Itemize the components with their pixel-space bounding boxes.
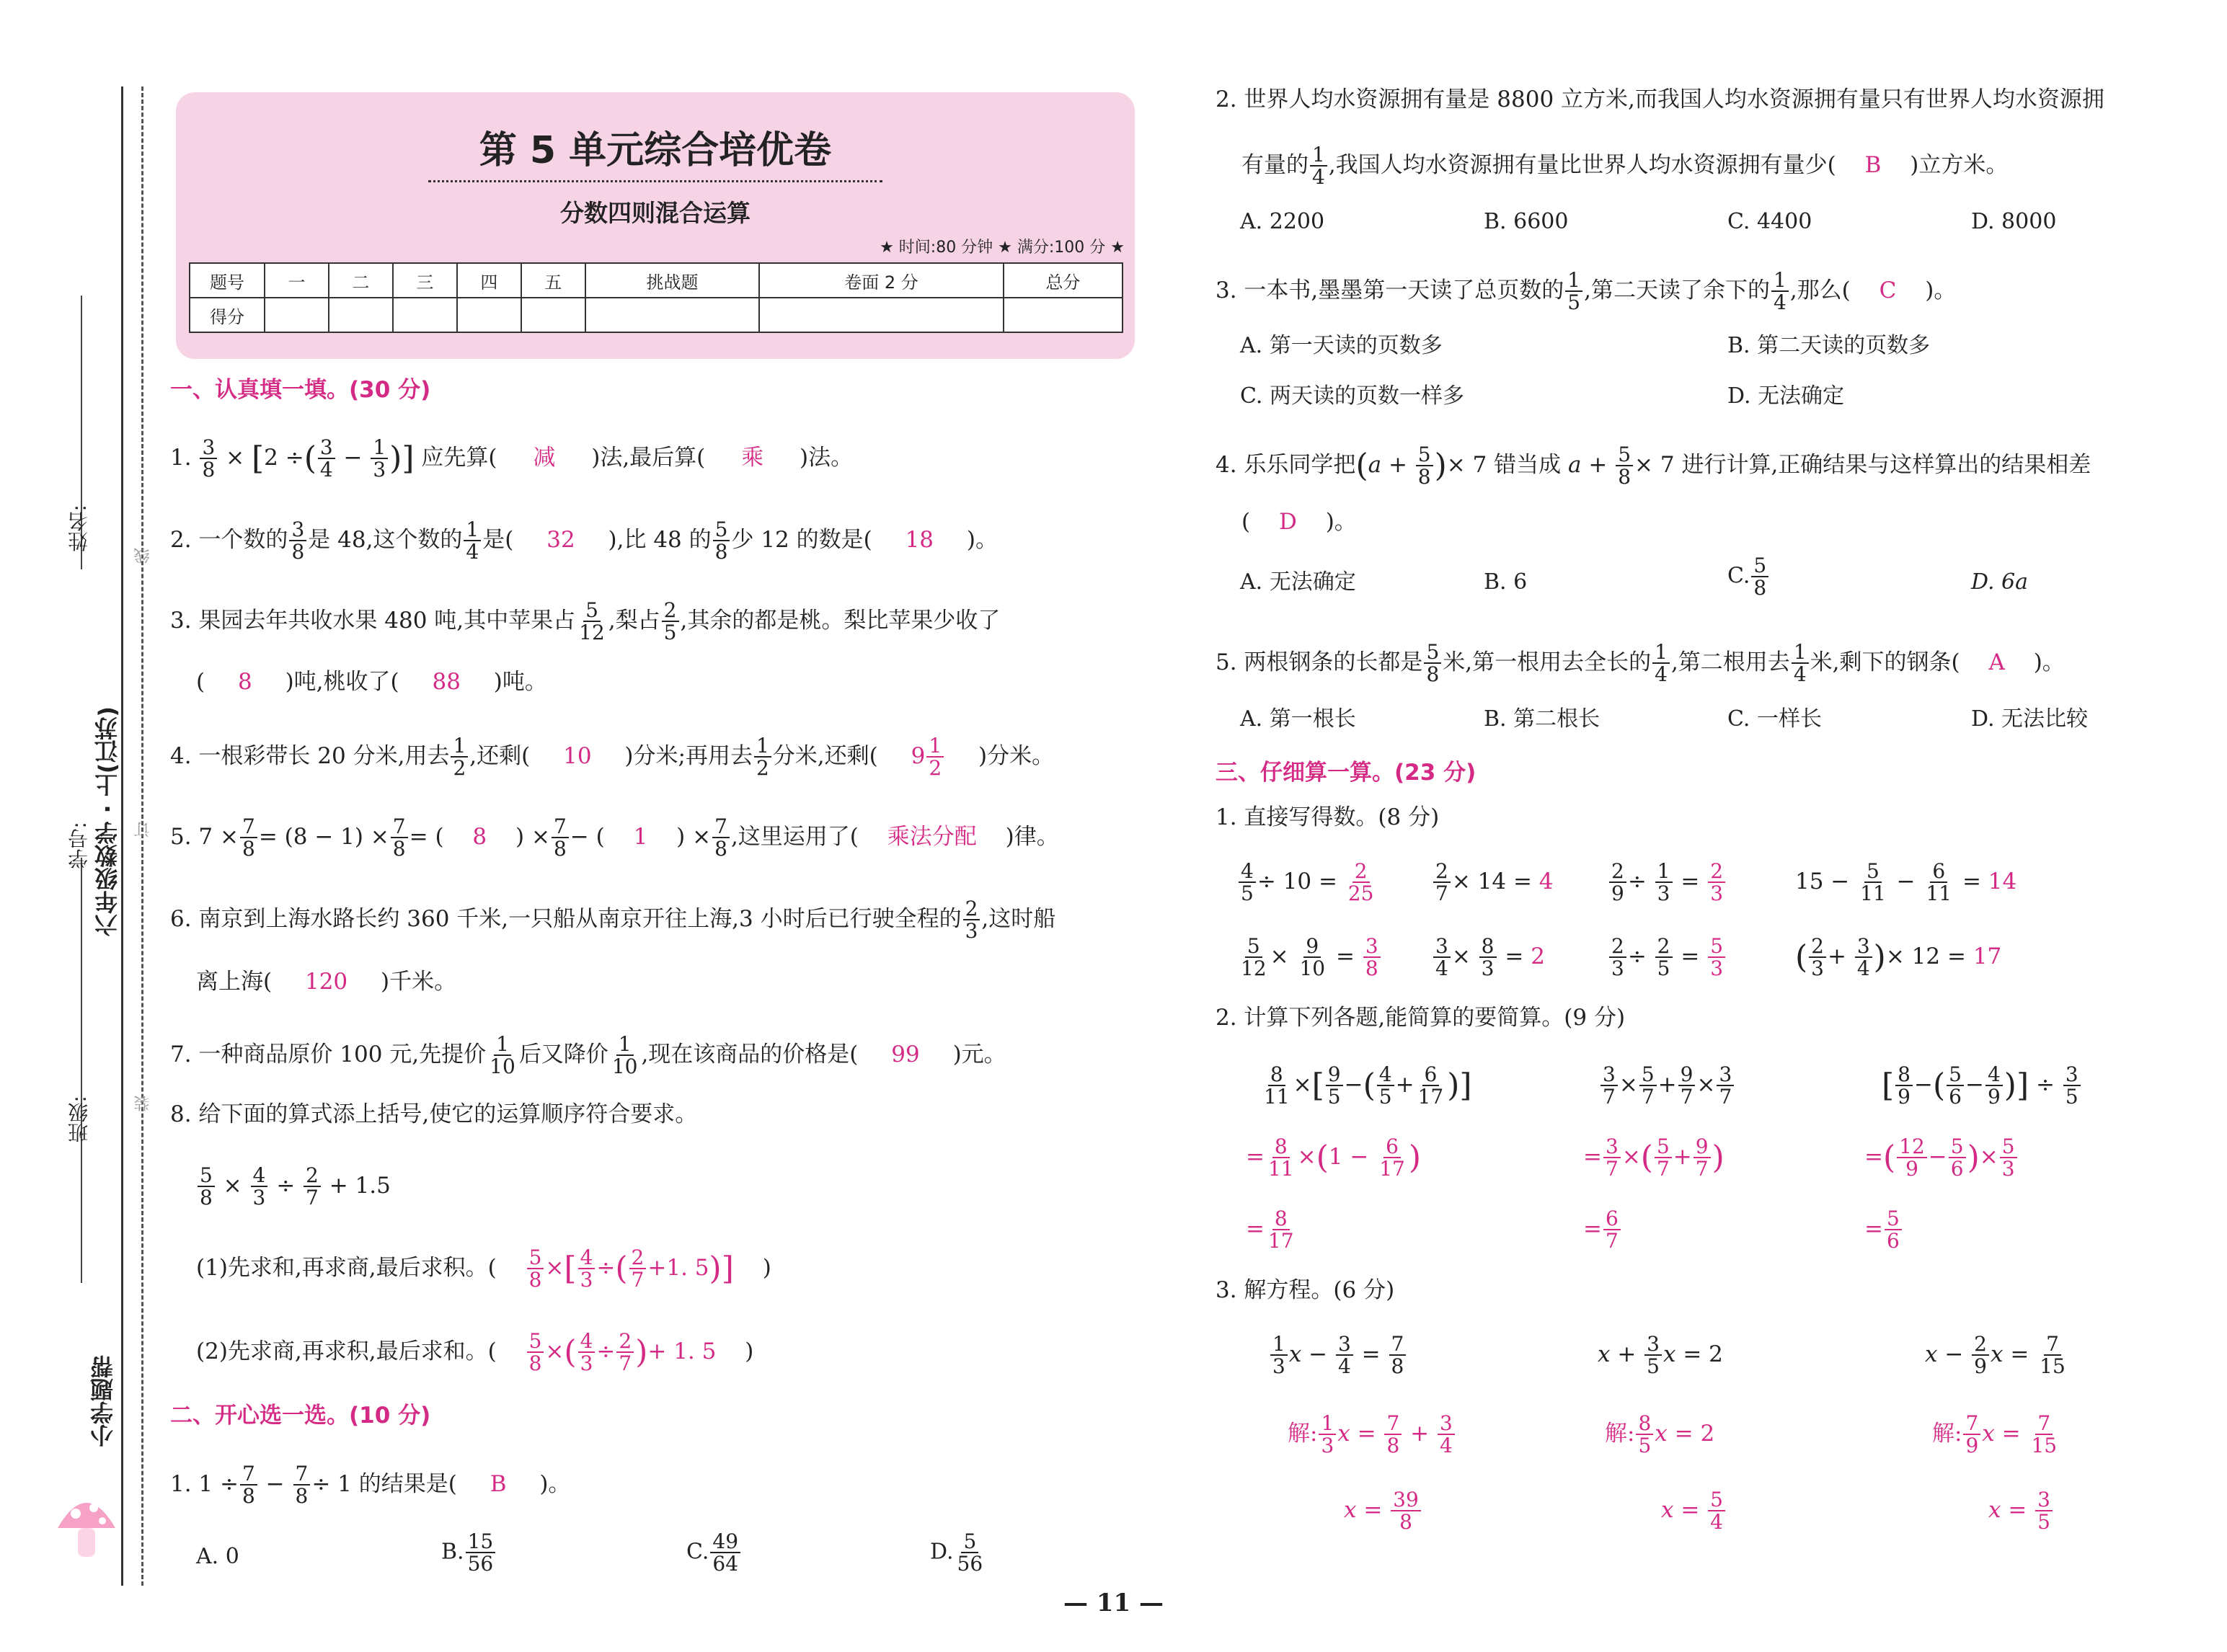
page-title: 第 5 单元综合培优卷 (479, 129, 832, 172)
s1-q7: 7. 一种商品原价 100 元,先提价 $\frac{1}{10}$ 后又降价 $\frac{1}{10}$ ,现在该商品的价格是( 99 )元。 (170, 1032, 1006, 1079)
book-label: 六年级数学 · 上(江苏) (94, 706, 121, 937)
compute-1-step2: = $\frac{8}{17}$ (1246, 1208, 1298, 1252)
r-q4: 4. 乐乐同学把(a + $\frac{5}{8}$ )× 7 错当成 a + $\frac{5}{8}$ × 7 进行计算,正确结果与这样算出的结果相差 (1216, 443, 2091, 489)
r-q4-line2: ( D )。 (1241, 509, 1357, 535)
score-cell[interactable] (521, 298, 585, 332)
s1-q6: 6. 南京到上海水路长约 360 千米,一只船从南京开往上海,3 小时后已行驶全程的 $\frac{2}{3}$ ,这时船 (170, 897, 1056, 943)
s3-part3-title: 3. 解方程。(6 分) (1216, 1277, 1395, 1303)
frac: $\frac{3}{8}$ (200, 437, 217, 481)
answer: 32 (546, 526, 575, 553)
frac: $\frac{3}{5}$ (2063, 1064, 2081, 1108)
answer: 8 (237, 669, 252, 695)
frac: $\frac{2}{9}$ (1972, 1333, 1989, 1377)
score-head: 五 (521, 263, 585, 298)
s3-part2-title: 2. 计算下列各题,能简算的要简算。(9 分) (1216, 1005, 1626, 1031)
s1-q6-line2: 离上海( 120 )千米。 (196, 969, 457, 995)
frac: $\frac{4}{3}$ (578, 1331, 596, 1375)
frac: $\frac{9}{10}$ (1299, 934, 1326, 981)
frac: $\frac{5}{8}$ (198, 1165, 215, 1209)
exam-meta: ★ 时间:80 分钟 ★ 满分:100 分 ★ (880, 239, 1125, 257)
frac: $\frac{15}{56}$ (466, 1531, 496, 1575)
s3-part1-title: 1. 直接写得数。(8 分) (1216, 804, 1440, 830)
frac: $\frac{4}{5}$ (1377, 1064, 1394, 1108)
r-q3-opt-b[interactable]: B. 第二天读的页数多 (1727, 333, 1931, 358)
answer: 9 $\frac{1}{2}$ (911, 743, 946, 769)
frac: $\frac{1}{4}$ (1771, 270, 1789, 314)
compute-1: $\frac{8}{11}$ ×[ $\frac{9}{5}$ −( $\frac{4}{5}$ + $\frac{6}{17}$ )] (1260, 1064, 1472, 1108)
frac: $\frac{2}{3}$ (1809, 936, 1826, 980)
answer: B (490, 1470, 507, 1497)
r-q4-opt-a[interactable]: A. 无法确定 (1240, 569, 1356, 595)
equation-2: x + $\frac{3}{5}$ x = 2 (1598, 1332, 1723, 1379)
answer: 99 (891, 1041, 920, 1067)
calc-4: 15 − $\frac{5}{11}$ − $\frac{6}{11}$ = 14 (1795, 859, 2017, 906)
frac: $\frac{3}{8}$ (1363, 936, 1381, 980)
frac: $\frac{4}{5}$ (1239, 861, 1256, 905)
score-cell[interactable] (585, 298, 759, 332)
answer: 8 (472, 823, 487, 850)
frac: $\frac{8}{11}$ (1267, 1134, 1294, 1181)
equation-2-step1: 解: $\frac{8}{5}$ x = 2 (1605, 1411, 1715, 1458)
frac: $\frac{7}{8}$ (293, 1463, 311, 1507)
frac: $\frac{3}{4}$ (318, 437, 335, 481)
answer: 10 (563, 742, 592, 769)
cut-mark-zhuang: 装 (134, 1096, 152, 1111)
frac: $\frac{2}{7}$ (304, 1165, 321, 1209)
answer: 4 (1538, 868, 1554, 894)
r-q2-opt-a[interactable]: A. 2200 (1240, 209, 1325, 234)
answer: 14 (1988, 868, 2017, 894)
section-1-title: 一、认真填一填。(30 分) (170, 377, 431, 403)
frac: $\frac{1}{2}$ (451, 735, 468, 779)
frac: $\frac{5}{8}$ (1616, 444, 1633, 488)
score-head: 题号 (190, 263, 265, 298)
equation-2-step2: x = $\frac{5}{4}$ (1661, 1489, 1727, 1533)
frac: $\frac{7}{9}$ (1963, 1413, 1980, 1457)
compute-1-step1: = $\frac{8}{11}$ ×(1 − $\frac{6}{17}$ ) (1246, 1134, 1421, 1181)
score-row-label: 得分 (190, 298, 265, 332)
frac: $\frac{5}{12}$ (1241, 934, 1267, 981)
compute-3: [ $\frac{8}{9}$ −( $\frac{5}{6}$ − $\frac{4}{9}$ )] ÷ $\frac{3}{5}$ (1882, 1064, 2082, 1108)
frac: $\frac{5}{4}$ (1708, 1489, 1725, 1533)
answer: 2 (1531, 943, 1545, 969)
answer (1362, 934, 1382, 981)
s1-q3-line2: ( 8 )吨,桃收了( 88 )吨。 (196, 669, 547, 695)
frac: $\frac{7}{8}$ (240, 1463, 257, 1507)
mushroom-logo (50, 1485, 123, 1571)
frac: $\frac{3}{5}$ (1644, 1333, 1662, 1377)
answer: 88 (432, 669, 461, 695)
frac: $\frac{8}{9}$ (1895, 1064, 1913, 1108)
frac: $\frac{5}{8}$ (1416, 444, 1433, 488)
r-q4-opt-b[interactable]: B. 6 (1484, 569, 1528, 595)
frac: $\frac{3}{5}$ (2035, 1489, 2053, 1533)
frac: $\frac{1}{5}$ (1565, 270, 1582, 314)
frac: $\frac{1}{2}$ (754, 735, 771, 779)
id-underline (81, 858, 82, 1074)
frac: $\frac{8}{11}$ (1264, 1062, 1290, 1109)
r-q2: 2. 世界人均水资源拥有量是 8800 立方米,而我国人均水资源拥有量只有世界人均水资源拥 (1216, 86, 2104, 112)
page-subtitle: 分数四则混合运算 (560, 199, 751, 227)
s1-q3: 3. 果园去年共收水果 480 吨,其中苹果占 $\frac{5}{12}$ ,梨占 $\frac{2}{5}$ ,其余的都是桃。梨比苹果少收了 (170, 598, 1001, 645)
s1-q8-p1: (1)先求和,再求商,最后求积。( $\frac{5}{8}$ ×[ $\frac{4}{3}$ ÷( $\frac{2}{7}$ +1. 5)] ) (196, 1245, 771, 1292)
equation-1: $\frac{1}{3}$ x − $\frac{3}{4}$ = $\frac{7}{8}$ (1269, 1333, 1407, 1377)
r-q3-opt-c[interactable]: C. 两天读的页数一样多 (1240, 383, 1464, 409)
cut-mark-ding: 订 (134, 822, 152, 838)
answer: 乘法分配 (887, 823, 977, 850)
frac: $\frac{3}{4}$ (1433, 936, 1451, 980)
section-3-title: 三、仔细算一算。(23 分) (1216, 760, 1476, 786)
score-cell[interactable] (457, 298, 521, 332)
r-q2-opt-c[interactable]: C. 4400 (1727, 209, 1812, 234)
frac: $\frac{12}{9}$ (1897, 1136, 1927, 1180)
answer: 120 (304, 969, 348, 995)
frac: $\frac{7}{8}$ (240, 816, 257, 860)
title-rule (428, 180, 882, 182)
answer: 乘 (741, 444, 764, 471)
answer: $\frac{5}{8}$ ×( $\frac{4}{3}$ ÷ $\frac{2}{7}$ )+ 1. 5 (526, 1338, 717, 1364)
calc-7: $\frac{2}{3}$ ÷ $\frac{2}{5}$ = $\frac{5}{3}$ (1608, 936, 1727, 980)
score-cell[interactable] (393, 298, 457, 332)
score-cell[interactable] (1004, 298, 1123, 332)
frac: $\frac{5}{7}$ (1655, 1136, 1672, 1180)
equation-1-step2: x = $\frac{39}{8}$ (1344, 1489, 1422, 1533)
calc-6: $\frac{3}{4}$ × $\frac{8}{3}$ = 2 (1432, 936, 1545, 980)
frac: $\frac{1}{3}$ (1319, 1413, 1336, 1457)
frac: $\frac{7}{8}$ (1389, 1333, 1407, 1377)
frac: $\frac{7}{8}$ (1384, 1413, 1402, 1457)
frac: $\frac{4}{3}$ (251, 1165, 268, 1209)
frac: $\frac{4}{9}$ (1985, 1064, 2003, 1108)
s2-q1-opt-b[interactable]: B. $\frac{15}{56}$ (441, 1531, 497, 1575)
frac: $\frac{1}{10}$ (490, 1032, 515, 1079)
frac: $\frac{1}{3}$ (1270, 1333, 1288, 1377)
compute-3-step1: =( $\frac{12}{9}$ − $\frac{5}{6}$ )× $\frac{5}{3}$ (1864, 1136, 2019, 1180)
frac: $\frac{2}{3}$ (1708, 861, 1725, 905)
frac: $\frac{3}{4}$ (1438, 1413, 1455, 1457)
frac: $\frac{2}{5}$ (662, 600, 679, 644)
frac: $\frac{8}{5}$ (1636, 1413, 1653, 1457)
score-head: 四 (457, 263, 521, 298)
compute-2-step1: = $\frac{3}{7}$ ×( $\frac{5}{7}$ + $\frac{9}{7}$ ) (1583, 1134, 1725, 1181)
calc-1: $\frac{4}{5}$ ÷ 10 = $\frac{2}{25}$ (1237, 861, 1377, 905)
equation-3: x − $\frac{2}{9}$ x = $\frac{7}{15}$ (1925, 1333, 2069, 1377)
frac: $\frac{5}{6}$ (1885, 1208, 1902, 1252)
answer: 17 (1973, 943, 2002, 969)
calc-3: $\frac{2}{9}$ ÷ $\frac{1}{3}$ = $\frac{2}{3}$ (1608, 861, 1727, 905)
compute-2: $\frac{3}{7}$ × $\frac{5}{7}$ + $\frac{9}{7}$ × $\frac{3}{7}$ (1599, 1064, 1735, 1108)
frac: $\frac{8}{17}$ (1267, 1207, 1294, 1253)
score-cell[interactable] (329, 298, 393, 332)
frac: $\frac{5}{6}$ (1949, 1136, 1966, 1180)
calc-2: $\frac{2}{7}$ × 14 = 4 (1432, 861, 1554, 905)
compute-2-step2: = $\frac{6}{7}$ (1583, 1208, 1622, 1252)
frac: $\frac{1}{2}$ (926, 735, 944, 779)
page-number: — 11 — (1063, 1589, 1164, 1617)
r-q5: 5. 两根钢条的长都是 $\frac{5}{8}$ 米,第一根用去全长的 $\frac{1}{4}$ ,第二根用去 $\frac{1}{4}$ 米,剩下的钢条( A )。 (1216, 640, 2065, 687)
answer: D (1278, 509, 1297, 535)
frac: $\frac{2}{9}$ (1609, 861, 1626, 905)
equation-1-step1: 解: $\frac{1}{3}$ x = $\frac{7}{8}$ + $\frac{3}{4}$ (1288, 1413, 1456, 1457)
frac: $\frac{2}{3}$ (963, 898, 980, 942)
frac: $\frac{6}{17}$ (1379, 1134, 1405, 1181)
frac: $\frac{39}{8}$ (1391, 1489, 1421, 1533)
frac: $\frac{5}{12}$ (579, 598, 605, 645)
compute-3-step2: = $\frac{5}{6}$ (1864, 1208, 1903, 1252)
frac: $\frac{1}{4}$ (1652, 641, 1670, 685)
frac: $\frac{5}{3}$ (2000, 1136, 2017, 1180)
score-head: 挑战题 (585, 263, 759, 298)
s1-q5: 5. 7 × $\frac{7}{8}$ = (8 − 1) × $\frac{7}{8}$ = ( 8 ) × $\frac{7}{8}$ − ( 1 ) × $\frac{7}{8}$ ,这里运用了( 乘法分配 )律。 (170, 814, 1059, 861)
answer: C (1879, 277, 1897, 303)
answer: B (1864, 151, 1882, 178)
equation-3-step1: 解: $\frac{7}{9}$ x = $\frac{7}{15}$ (1932, 1413, 2060, 1457)
frac: $\frac{5}{8}$ (1424, 641, 1441, 685)
r-q3-opt-a[interactable]: A. 第一天读的页数多 (1240, 333, 1443, 358)
score-head: 三 (393, 263, 457, 298)
class-label: 班级: (67, 1096, 91, 1143)
score-head: 一 (265, 263, 329, 298)
frac: $\frac{5}{56}$ (957, 1529, 983, 1576)
frac: $\frac{1}{10}$ (611, 1032, 638, 1079)
s1-q1: 1. $\frac{3}{8}$ × [2 ÷( $\frac{3}{4}$ − $\frac{1}{3}$ )] 应先算( 减 )法,最后算( 乘 )法。 (170, 435, 854, 482)
s2-q1-opt-d[interactable]: D. $\frac{5}{56}$ (930, 1531, 986, 1575)
brand-label: 小学题帮 (89, 1355, 117, 1447)
frac: $\frac{2}{7}$ (629, 1247, 647, 1291)
frac: $\frac{1}{4}$ (1792, 641, 1809, 685)
s1-q2: 2. 一个数的 $\frac{3}{8}$ 是 48,这个数的 $\frac{1}{4}$ 是( 32 ),比 48 的 $\frac{5}{8}$ 少 12 的数是( 18 )。 (170, 518, 998, 564)
frac: $\frac{9}{7}$ (1694, 1136, 1711, 1180)
r-q3: 3. 一本书,墨墨第一天读了总页数的 $\frac{1}{5}$ ,第二天读了余下的 $\frac{1}{4}$ ,那么( C )。 (1216, 268, 1957, 315)
calc-8: ( $\frac{2}{3}$ + $\frac{3}{4}$ )× 12 = 17 (1795, 934, 2002, 981)
frac: $\frac{3}{4}$ (1855, 936, 1872, 980)
r-q5-opt-b[interactable]: B. 第二根长 (1484, 706, 1600, 732)
r-q2-opt-b[interactable]: B. 6600 (1484, 209, 1569, 234)
frac: $\frac{1}{3}$ (371, 437, 388, 481)
answer: 18 (905, 526, 934, 553)
frac: $\frac{6}{11}$ (1926, 859, 1952, 906)
frac: $\frac{2}{25}$ (1347, 859, 1374, 906)
frac: $\frac{6}{17}$ (1417, 1062, 1444, 1109)
name-label: 姓名: (67, 505, 91, 552)
score-head: 卷面 2 分 (759, 263, 1003, 298)
answer (1345, 859, 1378, 906)
frac: $\frac{3}{4}$ (1336, 1333, 1353, 1377)
frac: $\frac{3}{8}$ (289, 519, 306, 563)
s2-q1-opt-a[interactable]: A. 0 (196, 1544, 239, 1569)
frac: $\frac{8}{3}$ (1479, 936, 1497, 980)
cut-mark-line: 线 (134, 548, 152, 564)
section-2-title: 二、开心选一选。(10 分) (170, 1403, 431, 1429)
score-cell[interactable] (759, 298, 1003, 332)
answer (1706, 934, 1727, 981)
frac: $\frac{5}{3}$ (1708, 936, 1725, 980)
equation-3-step2: x = $\frac{3}{5}$ (1988, 1489, 2054, 1533)
frac: $\frac{7}{15}$ (2040, 1332, 2066, 1379)
answer: 1 (633, 823, 648, 850)
frac: $\frac{2}{7}$ (1433, 861, 1451, 905)
frac: $\frac{3}{7}$ (1717, 1064, 1734, 1108)
frac: $\frac{3}{7}$ (1603, 1136, 1621, 1180)
r-q4-opt-c[interactable]: C. $\frac{5}{8}$ (1727, 555, 1770, 599)
answer: A (1988, 649, 2005, 675)
r-q3-opt-d[interactable]: D. 无法确定 (1727, 383, 1845, 409)
answer: $\frac{5}{8}$ ×[ $\frac{4}{3}$ ÷( $\frac{2}{7}$ +1. 5)] (526, 1255, 734, 1281)
frac: $\frac{7}{8}$ (712, 816, 730, 860)
r-q2-line2: 有量的 $\frac{1}{4}$ ,我国人均水资源拥有量比世界人均水资源拥有量少( B )立方米。 (1241, 143, 2009, 190)
score-head: 总分 (1004, 263, 1123, 298)
r-q5-opt-d[interactable]: D. 无法比较 (1971, 706, 2089, 732)
s1-q8-expr: $\frac{5}{8}$ × $\frac{4}{3}$ ÷ $\frac{2}{7}$ + 1.5 (196, 1165, 391, 1209)
frac: $\frac{1}{3}$ (1655, 861, 1673, 905)
frac: $\frac{7}{8}$ (552, 816, 569, 860)
score-table (189, 262, 1123, 333)
frac: $\frac{1}{4}$ (1310, 144, 1327, 188)
answer: 减 (533, 444, 556, 471)
binding-strip (0, 0, 151, 1652)
id-label: 学号: (67, 822, 91, 869)
frac: $\frac{5}{8}$ (527, 1331, 544, 1375)
frac: $\frac{6}{7}$ (1603, 1208, 1621, 1252)
frac: $\frac{5}{11}$ (1860, 859, 1886, 906)
frac: $\frac{49}{64}$ (710, 1531, 740, 1575)
r-q2-opt-d[interactable]: D. 8000 (1971, 209, 2057, 234)
frac: $\frac{5}{8}$ (1751, 555, 1768, 599)
score-cell[interactable] (265, 298, 329, 332)
frac: $\frac{5}{6}$ (1947, 1064, 1964, 1108)
header-box (176, 92, 1135, 359)
frac: $\frac{9}{5}$ (1326, 1064, 1343, 1108)
s1-q8-p2: (2)先求商,再求积,最后求和。( $\frac{5}{8}$ ×( $\frac{4}{3}$ ÷ $\frac{2}{7}$ )+ 1. 5 ) (196, 1329, 754, 1376)
frac: $\frac{5}{8}$ (713, 519, 730, 563)
r-q5-opt-a[interactable]: A. 第一根长 (1240, 706, 1356, 732)
frac: $\frac{2}{7}$ (616, 1331, 634, 1375)
answer (1706, 859, 1727, 906)
frac: $\frac{4}{3}$ (578, 1247, 596, 1291)
s2-q1-opt-c[interactable]: C. $\frac{49}{64}$ (686, 1531, 742, 1575)
calc-5: $\frac{5}{12}$ × $\frac{9}{10}$ = $\frac{3}{8}$ (1237, 936, 1382, 980)
frac: $\frac{1}{4}$ (464, 519, 481, 563)
r-q4-opt-d[interactable]: D. 6a (1971, 569, 2029, 595)
frac: $\frac{7}{8}$ (391, 816, 408, 860)
frac: $\frac{9}{7}$ (1678, 1064, 1696, 1108)
s1-q4: 4. 一根彩带长 20 分米,用去 $\frac{1}{2}$ ,还剩( 10 )分米;再用去 $\frac{1}{2}$ 分米,还剩( 9 $\frac{1}{2}$ )分米。 (170, 734, 1055, 781)
r-q5-opt-c[interactable]: C. 一样长 (1727, 706, 1822, 732)
frac: $\frac{5}{7}$ (1639, 1064, 1657, 1108)
s2-q1: 1. 1 ÷ $\frac{7}{8}$ − $\frac{7}{8}$ ÷ 1 的结果是( B )。 (170, 1462, 571, 1509)
frac: $\frac{2}{3}$ (1609, 936, 1626, 980)
s1-q8: 8. 给下面的算式添上括号,使它的运算顺序符合要求。 (170, 1101, 698, 1127)
frac: $\frac{3}{7}$ (1600, 1064, 1618, 1108)
score-head: 二 (329, 263, 393, 298)
frac: $\frac{7}{15}$ (2031, 1411, 2058, 1458)
frac: $\frac{2}{5}$ (1655, 936, 1673, 980)
frac: $\frac{5}{8}$ (527, 1247, 544, 1291)
